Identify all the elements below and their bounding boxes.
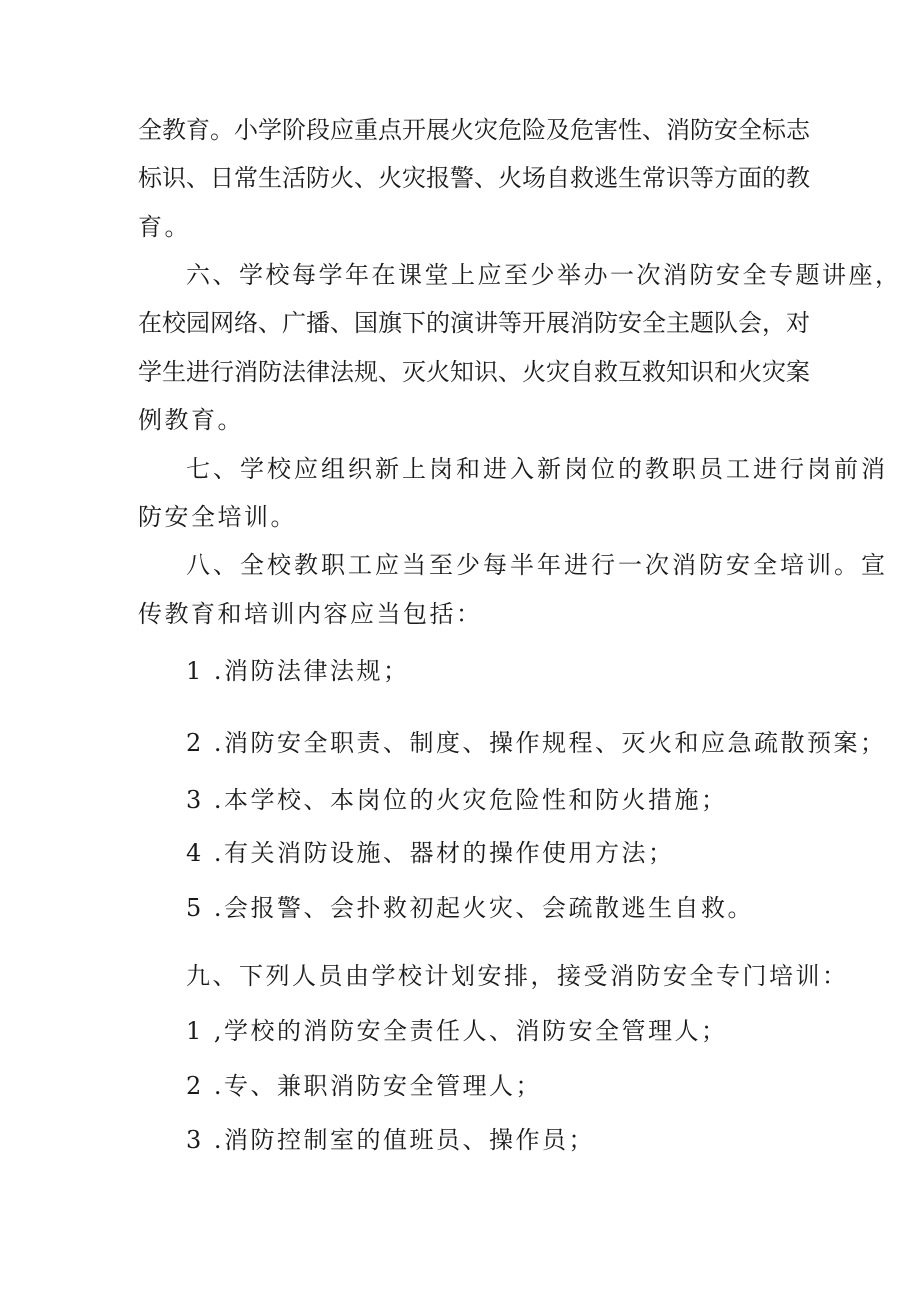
para6-line-2: 在校园网络、广播、国旗下的演讲等开展消防安全主题队会，对: [138, 309, 810, 337]
intro-line-1: 全教育。小学阶段应重点开展火灾危险及危害性、消防安全标志: [138, 116, 810, 144]
list9-item-1: 1 ,学校的消防安全责任人、消防安全管理人；: [186, 1017, 728, 1045]
para8-line-2: 传教育和培训内容应当包括：: [138, 600, 483, 628]
para7-line-2: 防安全培训。: [138, 503, 297, 531]
list8-item-5: 5 .会报警、会扑救初起火灾、会疏散逃生自救。: [186, 894, 755, 922]
list9-item-2: 2 .专、兼职消防安全管理人；: [186, 1072, 543, 1100]
para7-line-1: 七、学校应组织新上岗和进入新岗位的教职员工进行岗前消: [186, 455, 888, 483]
list8-item-1: 1 .消防法律法规；: [186, 657, 410, 685]
para6-line-4: 例教育。: [138, 406, 244, 434]
para6-line-1: 六、学校每学年在课堂上应至少举办一次消防安全专题讲座，: [186, 261, 902, 289]
intro-line-3: 育。: [138, 213, 191, 241]
list8-item-4: 4 .有关消防设施、器材的操作使用方法；: [186, 839, 675, 867]
para9-line-1: 九、下列人员由学校计划安排，接受消防安全专门培训：: [186, 962, 849, 990]
intro-line-2: 标识、日常生活防火、火灾报警、火场自救逃生常识等方面的教: [138, 164, 810, 192]
para6-line-3: 学生进行消防法律法规、灭火知识、火灾自救互救知识和火灾案: [138, 358, 810, 386]
list9-item-3: 3 .消防控制室的值班员、操作员；: [186, 1126, 596, 1154]
list8-item-2: 2 .消防安全职责、制度、操作规程、灭火和应急疏散预案；: [186, 729, 887, 757]
para8-line-1: 八、全校教职工应当至少每半年进行一次消防安全培训。宣: [186, 551, 888, 579]
list8-item-3: 3 .本学校、本岗位的火灾危险性和防火措施；: [186, 786, 728, 814]
